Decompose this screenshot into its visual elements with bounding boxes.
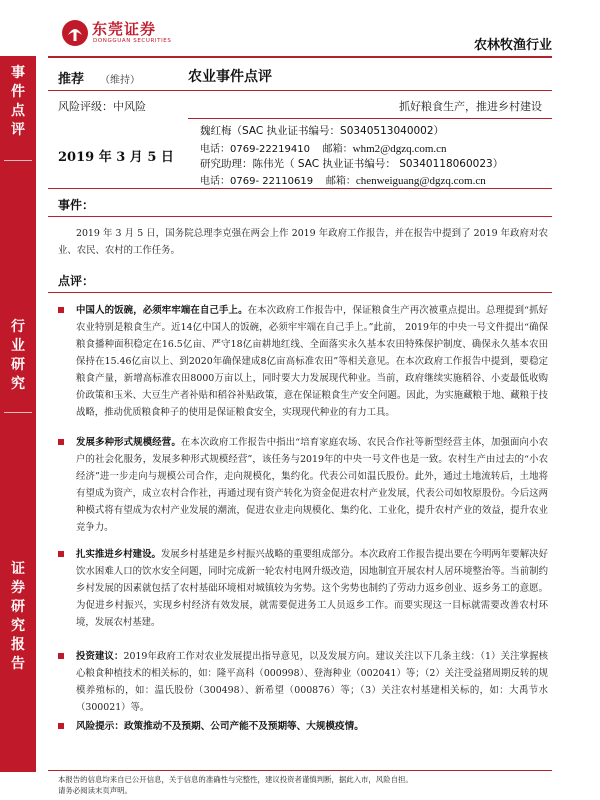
assistant-email-link[interactable]: chenweiguang@dgzq.com.cn	[355, 175, 486, 187]
sidebar-divider	[4, 160, 32, 161]
meta-divider	[48, 188, 552, 189]
sidebar-divider	[4, 412, 32, 413]
comment-heading: 点评：	[58, 274, 95, 288]
comment-item	[58, 302, 548, 421]
sidebar-label-securities-report: 证 券 研 究 报 告	[11, 561, 25, 672]
comment-item	[58, 434, 548, 536]
sidebar-label-industry-research: 行 业 研 究	[11, 319, 25, 392]
comment-divider	[48, 292, 552, 293]
rating-note: （维持）	[100, 75, 141, 86]
disclaimer-line: 本报告的信息均来自已公开信息，关于信息的准确性与完整性，建议投资者谨慎判断，据此入市，风险自担。	[58, 775, 413, 784]
comment-item	[58, 546, 548, 631]
industry-label: 农林牧渔行业	[473, 38, 552, 53]
event-heading: 事件：	[58, 198, 95, 212]
logo-subtext: DONGGUAN SECURITIES	[93, 38, 172, 44]
analyst-email-link[interactable]: whm2@dgzq.com.cn	[352, 143, 447, 155]
bullet-square-icon	[58, 653, 64, 659]
comment-item-lead: 中国人的饭碗，必须牢牢端在自己手上。	[76, 305, 248, 316]
analyst-contact: 电话：0769-22219410 邮箱：whm2@dgzq.com.cn	[200, 143, 447, 155]
subtitle-divider	[188, 118, 552, 119]
rating-block	[58, 68, 140, 87]
company-logo	[60, 14, 180, 58]
footer-divider	[48, 770, 552, 771]
disclaimer-line: 请务必阅读末页声明。	[58, 786, 132, 795]
comment-item-lead: 发展多种形式规模经营。	[76, 437, 181, 448]
event-divider	[48, 216, 552, 217]
sidebar-label-event-review: 事 件 点 评	[11, 65, 25, 138]
report-date: 2019 年 3 月 5 日	[58, 150, 174, 165]
comment-item-lead: 扎实推进乡村建设。	[76, 549, 161, 560]
bullet-square-icon	[58, 723, 64, 729]
title-divider	[48, 90, 552, 91]
comment-item-text: 发展乡村基建是乡村振兴战略的重要组成部分。本次政府工作报告提出要在今明两年要解决好饮水困难人口的饮水安全问题，同时完成新一轮农村电网升级改造，因地制宜开展农村人居环境整治等。当前制约乡村发展的因素就包括了农村基础环境相对城镇较为劣势。这个劣势也制约了劳动力返乡创业、返乡务工的意愿。为促进乡村振兴，实现乡村经济有效发展，就需要促进务工人员返乡工作。而要实现这一目标就需要改善农村环境，发展农村基建。	[76, 549, 548, 628]
comment-item-text: 2019年政府工作对农业发展提出指导意见，以及发展方向。建议关注以下几条主线：（1）关注掌握核心粮食种植技术的相关标的，如：隆平高科（000998）、登海种业（002041）等；（2）关注受益猪周期反转的规模养殖标的，如：温氏股份（300498）、新希望（000876）等；（3）关注农村基建相关标的，如：大禹节水（300021）等。	[76, 651, 548, 713]
comment-item-text: 在本次政府工作报告中，保证粮食生产再次被重点提出。总理提到“抓好农业特别是粮食生产。近14亿中国人的饭碗，必须牢牢端在自己手上。”此前， 2019年的中央一号文件提出“确保粮食播种面积稳定在16.5亿亩、严守18亿亩耕地红线、全面落实永久基本农田特殊保护制度、确保永久基本农田保持在15.46亿亩以上、到2020年确保建成8亿亩高标准农田”等相关意见。在本次政府工作报告中提到，要稳定粮食产量，新增高标准农田8000万亩以上，同时要大力发展现代种业。当前，政府继续实施稻谷、小麦最低收购价政策和玉米、大豆生产者补贴和稻谷补贴政策，意在保证粮食生产安全问题。因此，为实施藏粮于地、藏粮于技战略，推动优质粮食种子的使用是保证粮食安全，实现现代种业的有力工具。	[76, 305, 548, 418]
risk-level: 风险评级：中风险	[58, 100, 146, 113]
comment-item-text: 在本次政府工作报告中指出“培育家庭农场、农民合作社等新型经营主体，加强面向小农户的社会化服务，发展多种形式规模经营”，该任务与2019年的中央一号文件也是一致。农村生产由过去的“小农经济”进一步走向与规模公司合作，走向规模化，集约化。代表公司如温氏股份。此外，通过土地流转后，土地将有望成为资产，成立农村合作社，再通过现有资产转化为资金促进农村产业发展，代表公司如牧原股份。今后这两种模式将有望成为农村产业发展的潮流，促进农业走向规模化、集约化、工业化，提升农村产业的效益，提升农业竞争力。	[76, 437, 548, 533]
assistant-name: 研究助理：陈伟光（ SAC 执业证书编号： S0340118060023）	[200, 158, 504, 170]
risk-warning-text: 风险提示：政策推动不及预期、公司产能不及预期等、大规模疫情。	[76, 721, 364, 732]
logo-emblem-icon	[60, 18, 90, 48]
bullet-square-icon	[58, 551, 64, 557]
bullet-square-icon	[58, 307, 64, 313]
analyst-name: 魏红梅（SAC 执业证书编号：S0340513040002）	[200, 125, 445, 137]
header-divider	[48, 56, 552, 58]
investment-advice	[58, 648, 548, 716]
assistant-contact: 电话：0769- 22110619 邮箱：chenweiguang@dgzq.com.cn	[200, 175, 486, 187]
disclaimer	[58, 774, 548, 796]
bullet-square-icon	[58, 439, 64, 445]
document-type: 农业事件点评	[188, 69, 272, 85]
logo-text: 东莞证券	[92, 20, 157, 38]
rating-value: 推荐	[58, 72, 85, 87]
report-subtitle: 抓好粮食生产，推进乡村建设	[399, 100, 542, 113]
risk-warning	[58, 718, 548, 735]
comment-item-lead: 投资建议：	[76, 651, 124, 662]
event-paragraph: 2019 年 3 月 5 日，国务院总理李克强在两会上作 2019 年政府工作报告，并在报告中提到了 2019 年政府对农业、农民、农村的工作任务。	[58, 228, 548, 256]
